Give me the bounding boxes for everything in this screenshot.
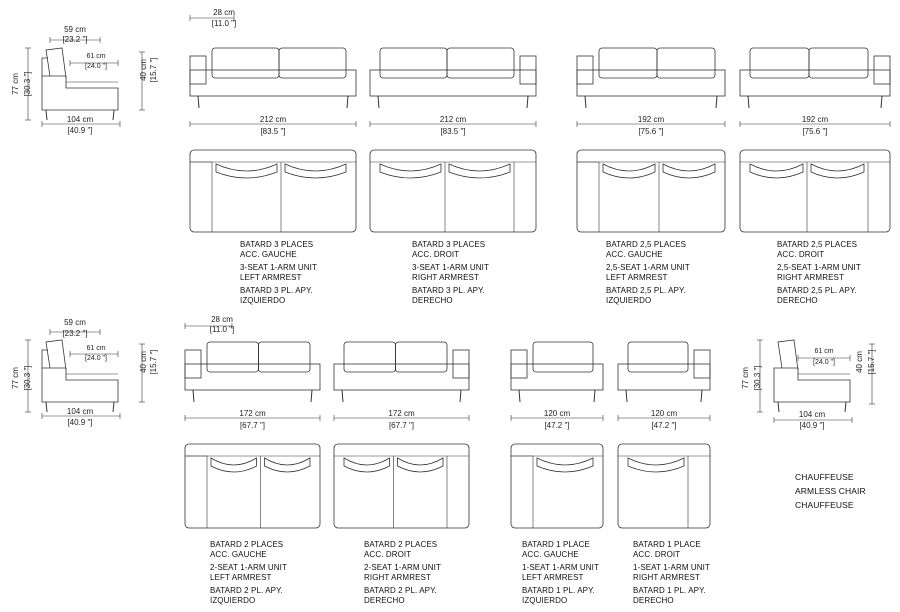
unit-caption-2-5-seat-right: BATARD 2,5 PLACES ACC. DROIT 2,5-SEAT 1-ARM UNIT RIGHT ARMREST BATARD 2,5 PL. APY. DERECHO (777, 240, 861, 305)
chauffeuse-height-label: 77 cm (741, 367, 750, 389)
unit-4-width-label: 172 cm (239, 409, 266, 418)
dim-seat-height-label-b: 40 cm (139, 351, 148, 373)
unit-2-front-view-leg (716, 96, 717, 108)
unit-6-front-view-leg (519, 390, 520, 402)
chauffeuse-seat-height-label: 40 cm (855, 351, 864, 373)
unit-7-plan-view-outline (618, 444, 710, 528)
unit-2-plan-view-back-pillow (603, 164, 655, 178)
dim-total-depth-in-label: [40.9 "] (67, 126, 93, 135)
side-view-top-leg-front (113, 110, 114, 120)
unit-3-plan-view-back-pillow (811, 164, 864, 178)
chauffeuse-seat-height-in-label: [15.7 "] (867, 349, 876, 375)
unit-0-front-view-back-cushion (212, 48, 279, 78)
side-view-bottom-leg-front (113, 402, 114, 412)
dim-total-depth-label-b: 104 cm (66, 407, 94, 416)
chauffeuse-seat-depth-label: 61 cm (814, 348, 834, 355)
unit-caption-2-seat-left: BATARD 2 PLACES ACC. GAUCHE 2-SEAT 1-ARM UNIT LEFT ARMREST BATARD 2 PL. APY. IZQUIERDO (210, 540, 287, 605)
unit-4-front-view-back-cushion (207, 342, 259, 372)
dim-side-depth-in-label: [23.2 "] (62, 35, 88, 44)
unit-4-plan-view-back-pillow (211, 458, 257, 472)
unit-caption-3-seat-right: BATARD 3 PLACES ACC. DROIT 3-SEAT 1-ARM UNIT RIGHT ARMREST BATARD 3 PL. APY. DERECHO (412, 240, 489, 305)
unit-5-width-in-label: [67.7 "] (388, 421, 415, 430)
unit-2-plan-view-back-pillow (663, 164, 715, 178)
unit-6-width-label: 120 cm (543, 409, 571, 418)
unit-0-front-view-back-cushion (279, 48, 346, 78)
dim-height-in-label-b: [30.3 "] (23, 365, 32, 391)
unit-4-plan-view-outline (185, 444, 320, 528)
dim-arm-width-label: 28 cm (213, 8, 235, 17)
unit-7-width-label: 120 cm (650, 409, 678, 418)
dim-height-label: 77 cm (11, 73, 20, 95)
dim-total-depth-label: 104 cm (66, 115, 94, 124)
dim-seat-height-in-label: [15.7 "] (149, 57, 158, 83)
unit-4-front-view-back-cushion (259, 342, 311, 372)
unit-6-front-view-back-cushion (533, 342, 593, 372)
unit-2-width-label: 192 cm (637, 115, 665, 124)
unit-7-front-view-back-cushion (628, 342, 688, 372)
unit-3-width-in-label: [75.6 "] (802, 127, 828, 136)
side-view-top-arm (42, 58, 48, 76)
unit-caption-2-5-seat-left: BATARD 2,5 PLACES ACC. GAUCHE 2,5-SEAT 1-ARM UNIT LEFT ARMREST BATARD 2,5 PL. APY. IZQUIERDO (606, 240, 690, 305)
unit-0-front-view-base (190, 70, 356, 96)
dim-height-in-label: [30.3 "] (23, 71, 32, 97)
unit-7-width-in-label: [47.2 "] (651, 421, 677, 430)
unit-3-front-view-back-cushion (809, 48, 868, 78)
dim-side-depth-label-b: 59 cm (64, 318, 86, 327)
unit-3-front-view-leg (881, 96, 882, 108)
unit-5-width-label: 172 cm (388, 409, 415, 418)
chauffeuse-total-depth-label: 104 cm (798, 410, 826, 419)
unit-4-plan-view-back-pillow (265, 458, 311, 472)
side-view-bottom-arm (42, 350, 48, 368)
unit-1-width-label: 212 cm (439, 115, 467, 124)
dim-seat-depth-label-b: 61 cm (86, 345, 106, 352)
unit-6-front-view-leg (594, 390, 595, 402)
dim-seat-depth-label: 61 cm (86, 53, 106, 60)
unit-3-plan-view-back-pillow (750, 164, 803, 178)
unit-4-front-view-base (185, 364, 320, 390)
dim-total-depth-in-label-b: [40.9 "] (67, 418, 93, 427)
unit-6-plan-view-outline (511, 444, 603, 528)
unit-7-front-view-leg (626, 390, 627, 402)
unit-0-plan-view-back-pillow (216, 164, 277, 178)
chauffeuse-side-view-back-cushion (778, 340, 798, 370)
dim-seat-height-in-label-b: [15.7 "] (149, 349, 158, 375)
unit-5-plan-view-outline (334, 444, 469, 528)
unit-1-front-view-back-cushion (447, 48, 514, 78)
side-view-top-back-cushion (46, 48, 66, 78)
unit-2-front-view-leg (585, 96, 586, 108)
unit-5-plan-view-back-pillow (344, 458, 390, 472)
dim-seat-height-label: 40 cm (139, 59, 148, 81)
unit-6-plan-view-back-pillow (537, 458, 593, 472)
unit-4-width-in-label: [67.7 "] (239, 421, 266, 430)
dim-arm-width-in-label: [11.0 "] (211, 19, 237, 28)
unit-7-plan-view-back-pillow (628, 458, 684, 472)
side-view-top-leg-back (46, 110, 47, 120)
unit-5-front-view-base (334, 364, 469, 390)
chauffeuse-side-view-leg-back (778, 402, 779, 412)
unit-7-front-view-leg (701, 390, 702, 402)
unit-1-front-view-base (370, 70, 536, 96)
unit-1-front-view-leg (378, 96, 379, 108)
dim-seat-depth-in-label: [24.0 "] (85, 63, 107, 70)
unit-2-width-in-label: [75.6 "] (638, 127, 664, 136)
unit-3-front-view-base (740, 70, 890, 96)
unit-1-plan-view-back-pillow (449, 164, 510, 178)
chauffeuse-side-view-base (774, 368, 850, 402)
unit-caption-1-seat-right: BATARD 1 PLACE ACC. DROIT 1-SEAT 1-ARM UNIT RIGHT ARMREST BATARD 1 PL. APY. DERECHO (633, 540, 710, 605)
unit-2-front-view-back-cushion (599, 48, 657, 78)
unit-5-front-view-leg (342, 390, 343, 402)
unit-0-width-label: 212 cm (259, 115, 287, 124)
unit-0-plan-view-back-pillow (285, 164, 346, 178)
unit-3-front-view-back-cushion (750, 48, 809, 78)
unit-0-width-in-label: [83.5 "] (260, 127, 286, 136)
side-view-bottom-leg-back (46, 402, 47, 412)
unit-3-width-label: 192 cm (801, 115, 829, 124)
side-view-bottom-base (42, 368, 118, 402)
unit-1-front-view-leg (527, 96, 528, 108)
unit-3-front-view-leg (748, 96, 749, 108)
dim-side-depth-in-label-b: [23.2 "] (62, 329, 88, 338)
unit-6-width-in-label: [47.2 "] (544, 421, 570, 430)
chauffeuse-height-in-label: [30.3 "] (753, 365, 762, 391)
unit-0-front-view-leg (347, 96, 348, 108)
chauffeuse-caption: CHAUFFEUSE ARMLESS CHAIR CHAUFFEUSE (795, 472, 866, 510)
unit-4-front-view-leg (311, 390, 312, 402)
unit-4-front-view-leg (193, 390, 194, 402)
dim-arm-width-in-label-b: [11.0 "] (209, 325, 235, 334)
unit-caption-2-seat-right: BATARD 2 PLACES ACC. DROIT 2-SEAT 1-ARM UNIT RIGHT ARMREST BATARD 2 PL. APY. DERECHO (364, 540, 441, 605)
unit-1-plan-view-back-pillow (380, 164, 441, 178)
unit-caption-1-seat-left: BATARD 1 PLACE ACC. GAUCHE 1-SEAT 1-ARM UNIT LEFT ARMREST BATARD 1 PL. APY. IZQUIERDO (522, 540, 599, 605)
unit-2-front-view-back-cushion (657, 48, 715, 78)
unit-5-plan-view-back-pillow (398, 458, 444, 472)
unit-5-front-view-leg (460, 390, 461, 402)
unit-1-width-in-label: [83.5 "] (440, 127, 466, 136)
chauffeuse-total-depth-in-label: [40.9 "] (799, 421, 825, 430)
chauffeuse-side-view-leg-front (845, 402, 846, 412)
dim-arm-width-label-b: 28 cm (211, 315, 233, 324)
side-view-top-base (42, 76, 118, 110)
unit-5-front-view-back-cushion (396, 342, 448, 372)
unit-6-front-view-base (511, 364, 603, 390)
unit-5-front-view-back-cushion (344, 342, 396, 372)
side-view-bottom-back-cushion (46, 340, 66, 370)
unit-7-front-view-base (618, 364, 710, 390)
unit-1-front-view-back-cushion (380, 48, 447, 78)
dim-side-depth-label: 59 cm (64, 25, 86, 34)
dim-height-label-b: 77 cm (11, 367, 20, 389)
unit-0-front-view-leg (198, 96, 199, 108)
unit-caption-3-seat-left: BATARD 3 PLACES ACC. GAUCHE 3-SEAT 1-ARM UNIT LEFT ARMREST BATARD 3 PL. APY. IZQUIERDO (240, 240, 317, 305)
chauffeuse-seat-depth-in-label: [24.0 "] (813, 359, 835, 366)
dim-seat-depth-in-label-b: [24.0 "] (85, 355, 107, 362)
